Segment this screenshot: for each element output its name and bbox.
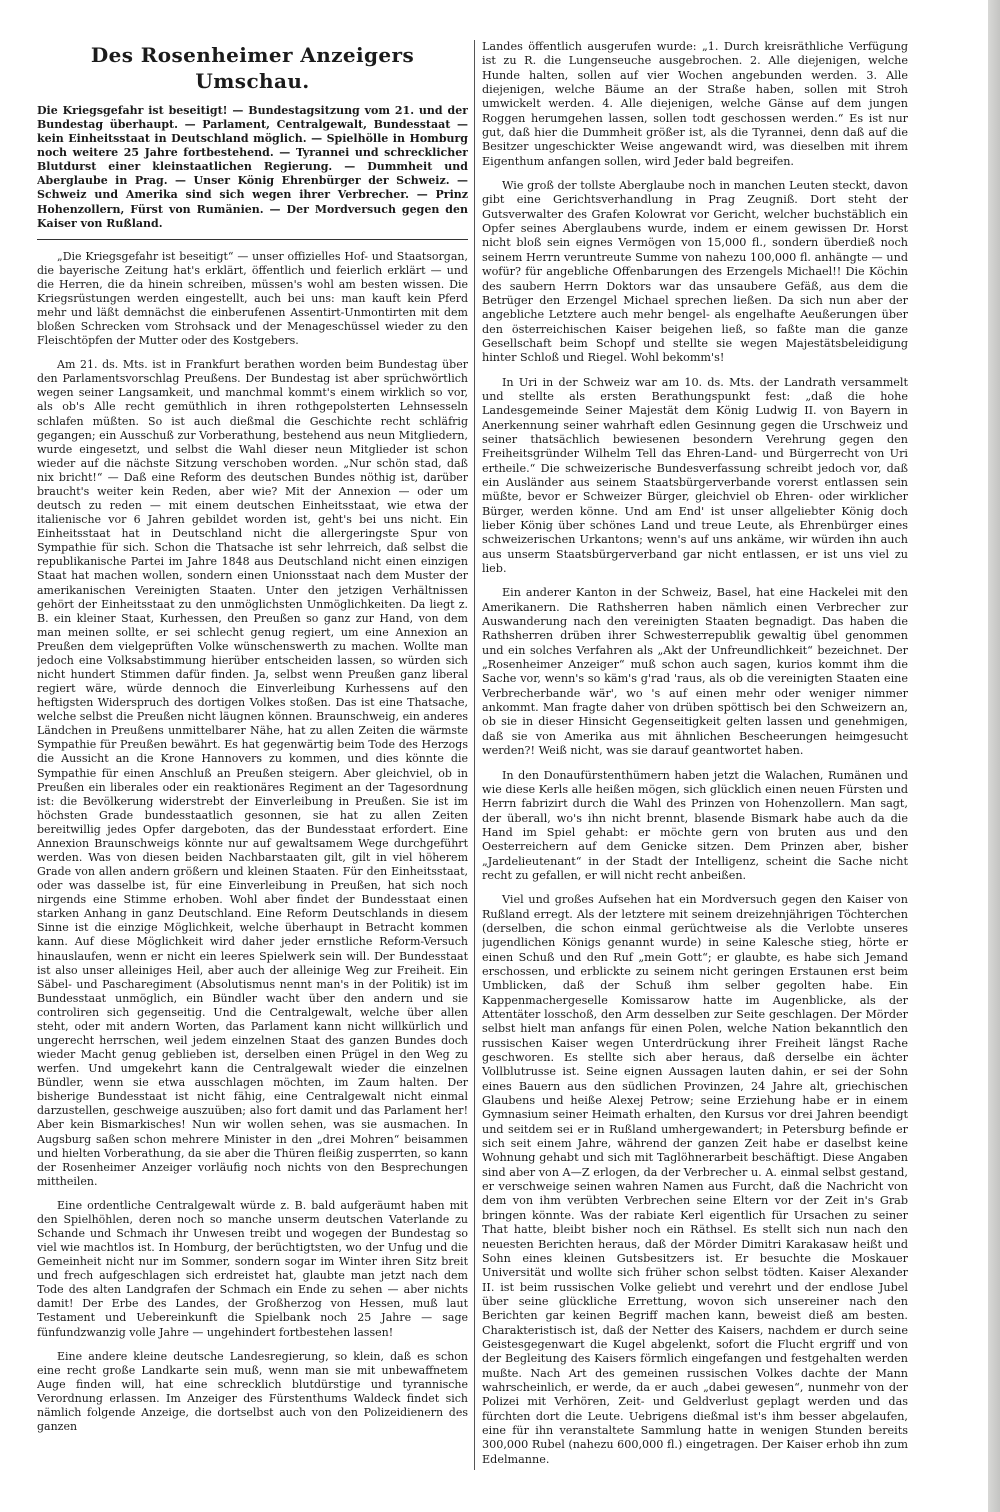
left-column bbox=[37, 40, 468, 1480]
page-edge bbox=[988, 0, 1000, 1512]
paragraph: Eine andere kleine deutsche Landesregierung, so klein, daß es schon eine recht große Landkarte sein muß, wenn man sie mit unbewaffnetem Auge finden will, hat eine schrecklich blutdürstige und tyrannische Verordnung erlassen. Im Anzeiger des Fürstenthums Waldeck findet sich nämlich folgende Anzeige, die dortselbst auch von den Polizeidienern des ganzen bbox=[37, 1349, 468, 1434]
paragraph: In den Donaufürstenthümern haben jetzt die Walachen, Rumänen und wie diese Kerls alle heißen mögen, sich glücklich einen neuen Fürsten und Herrn fabrizirt durch die Wahl des Prinzen von Hohenzollern. Man sagt, der überall, wo's ihn nicht brennt, blasende Bismark habe auch da die Hand im Spiel gehabt: er möchte gern von bruten aus und den Oesterreichern auf dem Genicke sitzen. Dem Prinzen aber, bisher „Jardelieutenant“ in der Stadt der Intelligenz, scheint die Sache nicht recht zu gefallen, er will nicht recht anbeißen. bbox=[482, 768, 908, 882]
paragraph: Viel und großes Aufsehen hat ein Mordversuch gegen den Kaiser von Rußland erregt. Als der letztere mit seinem dreizehnjährigen Töchterchen (derselben, die schon einmal gerüchtweise als die Verlobte unseres jugendlichen Königs genannt wurde) in seine Kalesche stieg, hörte er einen Schuß und den Ruf „mein Gott“; er glaubte, es habe sich Jemand erschossen, und erblickte zu seinem nicht geringen Erstaunen erst beim Umblicken, daß der Schuß ihm selber gegolten habe. Ein Kappenmachergeselle Komissarow hatte im Augenblicke, als der Attentäter losschoß, den Arm desselben zur Seite geschlagen. Der Mörder selbst hielt man anfangs für einen Polen, welche Nation bekanntlich den russischen Kaiser wegen Unterdrückung ihrer Freiheit längst Rache geschworen. Es stellte sich aber heraus, daß derselbe ein ächter Vollblutrusse ist. Seine eignen Aussagen lauten dahin, er sei der Sohn eines Bauern aus den südlichen Provinzen, 24 Jahre alt, griechischen Glaubens und heiße Alexej Petrow; seine Erziehung habe er in einem Gymnasium seiner Heimath erhalten, den Kursus vor drei Jahren beendigt und seitdem sei er in Rußland umhergewandert; in Petersburg befinde er sich seit einem Jahre, während der ganzen Zeit habe er daselbst keine Wohnung gehabt und sich mit Taglöhnerarbeit beschäftigt. Diese Angaben sind aber von A—Z erlogen, da der Verbrecher u. A. einmal selbst gestand, er verschweige seinen wahren Namen aus Furcht, daß die Nachricht von dem von ihm verübten Verbrechen seine Eltern vor der Zeit in's Grab bringen könnte. Was der rabiate Kerl eigentlich für Ursachen zu seiner That hatte, bleibt bisher noch ein Räthsel. Es stellt sich nun nach den neuesten Berichten heraus, daß der Mörder Dimitri Karakasaw heißt und Sohn eines kleinen Gutsbesitzers ist. Er besuchte die Moskauer Universität und wollte sich früher schon selbst tödten. Kaiser Alexander II. ist beim russischen Volke geliebt und verehrt und der endlose Jubel über seine glückliche Errettung, wovon sich unsereiner nach den Berichten gar keinen Begriff machen kann, beweist dieß am besten. Charakteristisch ist, daß der Netter des Kaisers, nachdem er durch seine Geistesgegenwart die Kugel abgelenkt, sofort die Flucht ergriff und von der Begleitung des Kaisers förmlich eingefangen und festgehalten werden mußte. Nach Art des gemeinen russischen Volkes dachte der Mann wahrscheinlich, er werde, da er auch „dabei gewesen“, nunmehr von der Polizei mit Verhören, Zeit- und Geldverlust geplagt werden und das fürchten dort die Leute. Uebrigens dießmal ist's ihm besser abgelaufen, eine für ihn veranstaltete Sammlung hatte in wenigen Stunden bereits 300,000 Rubel (nahezu 600,000 fl.) eingetragen. Der Kaiser erhob ihn zum Edelmanne. bbox=[482, 893, 908, 1466]
paragraph: Eine ordentliche Centralgewalt würde z. B. bald aufgeräumt haben mit den Spielhöhlen, deren noch so manche unserm deutschen Vaterlande zu Schande und Schmach ihr Unwesen treibt und wogegen der Bundestag so viel wie machtlos ist. In Homburg, der berüchtigtsten, wo der Unfug und die Gemeinheit nicht nur im Sommer, sondern sogar im Winter ihren Sitz breit und frech aufgeschlagen sich erdreistet hat, glaubte man jetzt nach dem Tode des alten Landgrafen der Schmach ein Ende zu sehen — aber nichts damit! Der Erbe des Landes, der Großherzog von Hessen, muß laut Testament und Uebereinkunft die Spielbank noch 25 Jahre — sage fünfundzwanzig volle Jahre — ungehindert fortbestehen lassen! bbox=[37, 1198, 468, 1339]
paragraph: Ein anderer Kanton in der Schweiz, Basel, hat eine Hackelei mit den Amerikanern. Die Rathsherren haben nämlich einen Verbrecher zur Auswanderung nach den vereinigten Staaten begnadigt. Das haben die Rathsherren drüben ihrer Schwesterrepublik gewaltig übel genommen und ein solches Verfahren als „Akt der Unfreundlichkeit“ bezeichnet. Der „Rosenheimer Anzeiger“ muß schon auch sagen, kurios kommt ihm die Sache vor, wenn's so käm's g'rad 'raus, als ob die vereinigten Staaten eine Verbrecherbande wär', wo 's auf einen mehr oder weniger nimmer ankommt. Man fragte daher von drüben spöttisch bei den Schweizern an, ob sie in dieser Hinsicht Gegenseitigkeit gelten lassen und genehmigen, daß sie von Amerika aus mit ähnlichen Bescheerungen heimgesucht werden?! Weiß nicht, was sie darauf geantwortet haben. bbox=[482, 586, 908, 758]
article-title: Des Rosenheimer Anzeigers Umschau. bbox=[90, 43, 415, 93]
right-column bbox=[482, 40, 908, 1480]
paragraph: „Die Kriegsgefahr ist beseitigt“ — unser offizielles Hof- und Staatsorgan, die bayerische Zeitung hat's erklärt, öffentlich und feierlich erklärt — und die Herren, die da hinein schreiben, müssen's wohl am besten wissen. Die Kriegsrüstungen werden eingestellt, auch bei uns: man kauft kein Pferd mehr und läßt demnächst die einberufenen Assentirt-Unmontirten mit dem bloßen Schrecken vom Strohsack und der Menageschüssel wieder zu den Fleischtöpfen der Mutter oder des Kostgebers. bbox=[37, 249, 468, 348]
article-summary: Die Kriegsgefahr ist beseitigt! — Bundestagsitzung vom 21. und der Bundestag überhaupt. — Parlament, Centralgewalt, Bundesstaat — kein Einheitsstaat in Deutschland möglich. — Spielhölle in Homburg noch weitere 25 Jahre fortbestehend. — Tyrannei und schrecklicher Blutdurst einer kleinstaatlichen Regierung. — Dummheit und Aberglaube in Prag. — Unser König Ehrenbürger der Schweiz. — Schweiz und Amerika sind sich wegen ihrer Verbrecher. — Prinz Hohenzollern, Fürst von Rumänien. — Der Mordversuch gegen den Kaiser von Rußland. bbox=[37, 104, 468, 230]
summary-divider bbox=[37, 239, 468, 240]
paragraph: In Uri in der Schweiz war am 10. ds. Mts. der Landrath versammelt und stellte als ersten Berathungspunkt fest: „daß die hohe Landesgemeinde Seiner Majestät dem König Ludwig II. von Bayern in Anerkennung seiner wahrhaft edlen Gesinnung gegen die Urschweiz und seiner thatsächlich bewiesenen besondern Verehrung gegen den Freiheitsgründer Wilhelm Tell das Ehren-Land- und Bürgerrecht von Uri ertheile.“ Die schweizerische Bundesverfassung schreibt jedoch vor, daß ein Ausländer aus seinem Staatsbürgerverbande vorerst entlassen sein müßte, bevor er Schweizer Bürger, gleichviel ob Ehren- oder wirklicher Bürger, werden könne. Und am End' ist unser allgeliebter König doch lieber König über schönes Land und treue Leute, als Ehrenbürger eines schweizerischen Urkantons; wenn's auf uns ankäme, wir würden ihn auch aus unserm Staatsbürgerverband gar nicht entlassen, er ist uns viel zu lieb. bbox=[482, 375, 908, 576]
paragraph: Wie groß der tollste Aberglaube noch in manchen Leuten steckt, davon gibt eine Gerichtsverhandlung in Prag Zeugniß. Dort steht der Gutsverwalter des Grafen Kolowrat vor Gericht, welcher buchstäblich ein Opfer seines Aberglaubens wurde, indem er einem gewissen Dr. Horst nicht bloß sein eignes Vermögen von 15,000 fl., sondern überdieß noch seinem Herrn veruntreute Summe von nahezu 100,000 fl. anhängte — und wofür? für angebliche Offenbarungen des Erzengels Michael!! Die Köchin des saubern Herrn Doktors war das unsaubere Gefäß, aus dem die Betrüger den Erzengel Michael sprechen ließen. Da sich nun aber der angebliche Letztere auch mehr bengel- als engelhafte Aeußerungen über den österreichischen Kaiser beigehen ließ, so faßte man die ganze Gesellschaft beim Schopf und stellte sie wegen Majestätsbeleidigung hinter Schloß und Riegel. Wohl bekomm's! bbox=[482, 179, 908, 365]
column-divider bbox=[474, 40, 475, 1470]
paragraph: Landes öffentlich ausgerufen wurde: „1. Durch kreisräthliche Verfügung ist zu R. die Lungenseuche ausgebrochen. 2. Alle diejenigen, welche Hunde halten, sollen auf vier Wochen angebunden werden. 3. Alle diejenigen, welche Bäume an der Straße haben, sollen mit Stroh umwickelt werden. 4. Alle diejenigen, welche Gänse auf dem jungen Roggen herumgehen lassen, sollen todt geschossen werden.“ Es ist nur gut, daß hier die Dummheit größer ist, als die Tyrannei, denn daß auf die Besitzer ungeschickter Weise angewandt wird, was dieselben mit ihrem Eigenthum anfangen sollen, wird Jeder bald begreifen. bbox=[482, 40, 908, 168]
paragraph: Am 21. ds. Mts. ist in Frankfurt berathen worden beim Bundestag über den Parlamentsvorschlag Preußens. Der Bundestag ist aber sprüchwörtlich wegen seiner Langsamkeit, und manchmal kommt's einem wirklich so vor, als ob's Alle recht gemüthlich in ihren rothgepolsterten Lehnsesseln schlafen müßten. So ist auch dießmal die Geschichte recht schläfrig gegangen; ein Ausschuß zur Vorberathung, bestehend aus neun Mitgliedern, wurde eingesetzt, und selbst die Wahl dieser neun Mitglieder ist schon wieder auf die nächste Sitzung verschoben worden. „Nur schön stad, daß nix bricht!“ — Daß eine Reform des deutschen Bundes nöthig ist, darüber braucht's weiter kein Reden, aber wie? Mit der Annexion — oder um deutsch zu reden — mit einem deutschen Einheitsstaat, wie etwa der italienische vor 6 Jahren gebildet worden ist, geht's bei uns nicht. Ein Einheitsstaat hat in Deutschland nicht die allergeringste Spur von Sympathie für sich. Schon die Thatsache ist sehr lehrreich, daß selbst die republikanische Partei im Jahre 1848 aus Deutschland nicht einen einzigen Staat hat machen wollen, sondern einen Unionsstaat nach dem Muster der amerikanischen Vereinigten Staaten. Unter den jetzigen Verhältnissen gehört der Einheitsstaat zu den unmöglichsten Unmöglichkeiten. Da liegt z. B. ein kleiner Staat, Kurhessen, den Preußen so ganz zur Hand, von dem man meinen sollte, er sei schlecht genug regiert, um eine Annexion an Preußen dem vielgeprüften Volke wünschenswerth zu machen. Wollte man jedoch eine Volksabstimmung hierüber entscheiden lassen, so würden sich nicht hundert Stimmen dafür finden. Ja, selbst wenn Preußen ganz liberal regiert wäre, würde dennoch die Einverleibung Kurhessens auf den heftigsten Widerspruch des dortigen Volkes stoßen. Das ist eine Thatsache, welche selbst die Preußen nicht läugnen können. Braunschweig, ein anderes Ländchen in Preußens unmittelbarer Nähe, hat zu allen Zeiten die wärmste Sympathie für Preußen bewährt. Es hat gegenwärtig beim Tode des Herzogs die Aussicht an die Krone Hannovers zu kommen, und dies könnte die Sympathie für einen Anschluß an Preußen steigern. Aber gleichviel, ob in Preußen ein liberales oder ein reaktionäres Regiment an der Tagesordnung ist: die Bevölkerung widerstrebt der Einverleibung in Preußen. Sie ist im höchsten Grade bundesstaatlich gesonnen, sie hat zu allen Zeiten bereitwillig jedes Opfer dargeboten, das der Bundesstaat erfordert. Eine Annexion Braunschweigs könnte nur auf gewaltsamem Wege durchgeführt werden. Was von diesen beiden Nachbarstaaten gilt, gilt in viel höherem Grade von allen andern größern und kleinen Staaten. Für den Einheitsstaat, oder was dasselbe ist, für eine Einverleibung in Preußen, hat sich noch nirgends eine Stimme erhoben. Wohl aber findet der Bundesstaat einen starken Anhang in ganz Deutschland. Eine Reform Deutschlands in diesem Sinne ist die einzige Möglichkeit, welche überhaupt in Betracht kommen kann. Auf diese Möglichkeit wird daher jeder ernstliche Reform-Versuch hinauslaufen, wenn er nicht ein leeres Spielwerk sein will. Der Bundesstaat ist also unser alleiniges Heil, aber auch der alleinige Weg zur Freiheit. Ein Säbel- und Pascharegiment (Absolutismus nennt man's in der Politik) ist im Bundesstaat unmöglich, ein Bündler wacht über den andern und sie controliren sich gegenseitig. Und die Centralgewalt, welche über allen steht, oder mit andern Worten, das Parlament kann nicht willkürlich und ungerecht herrschen, weil jedem einzelnen Staat des ganzen Bundes doch wieder Macht genug geblieben ist, derselben einen Prügel in den Weg zu werfen. Und umgekehrt kann die Centralgewalt wieder die einzelnen Bündler, wenn sie etwa ausschlagen möchten, im Zaum halten. Der bisherige Bundesstaat ist nicht fähig, eine Centralgewalt nicht einmal darzustellen, geschweige auszuüben; also fort damit und das Parlament her! Aber kein Bismarkisches! Nun wir wollen sehen, was sie ausmachen. In Augsburg saßen schon mehrere Minister in den „drei Mohren“ beisammen und hielten Vorberathung, da sie aber die Thüren fleißig zusperrten, so kann der Rosenheimer Anzeiger vorläufig noch nichts von den Besprechungen mittheilen. bbox=[37, 358, 468, 1188]
